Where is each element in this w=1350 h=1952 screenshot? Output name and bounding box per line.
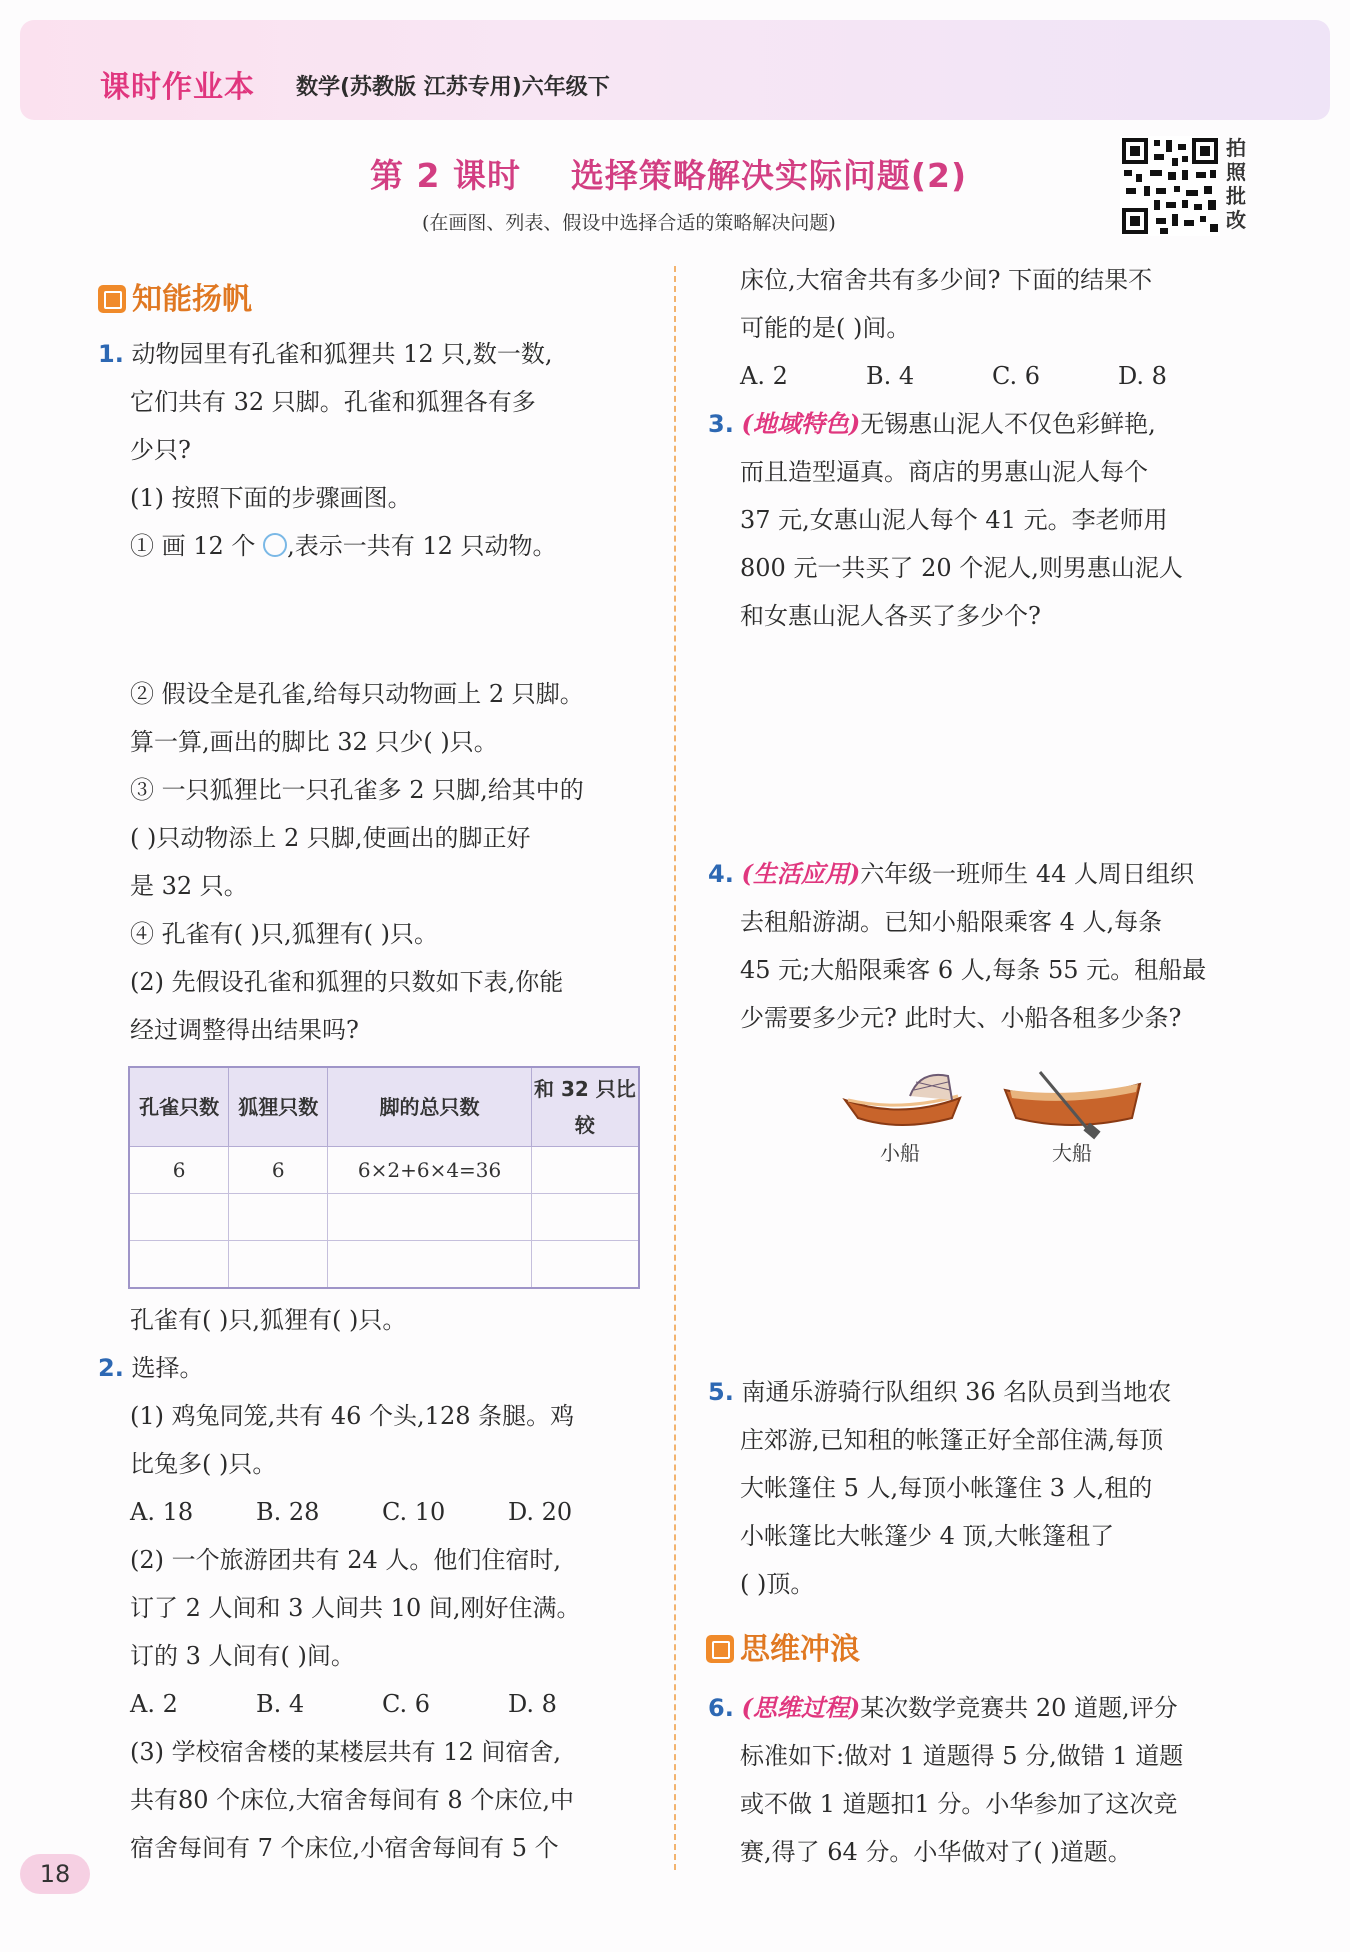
table-cell[interactable] [531,1194,639,1241]
q1-step2b: 算一算,画出的脚比 32 只少( )只。 [130,728,498,756]
q1-step3a: ③ 一只狐狸比一只孔雀多 2 只脚,给其中的 [130,776,584,804]
section-icon [706,1635,734,1663]
q2-b-line1: (2) 一个旅游团共有 24 人。他们住宿时, [130,1546,562,1574]
q1-answer: 孔雀有( )只,狐狸有( )只。 [130,1306,407,1334]
q2-a-line1: (1) 鸡兔同笼,共有 46 个头,128 条腿。鸡 [130,1402,575,1430]
table-header-peacock: 孔雀只数 [129,1067,229,1147]
section-title: 知能扬帆 [132,282,252,317]
option-c[interactable]: C. 10 [382,1498,446,1526]
option-a[interactable]: A. 2 [130,1690,178,1718]
boats-illustration [840,1060,1160,1170]
table-header-fox: 狐狸只数 [229,1067,328,1147]
q3-number: 3. [708,410,734,438]
table-cell: 6 [129,1147,229,1194]
option-b[interactable]: B. 28 [256,1498,320,1526]
table-header-compare: 和 32 只比较 [531,1067,639,1147]
q3-line1 [708,400,1156,448]
table-header-row [129,1067,639,1147]
option-a[interactable]: A. 18 [130,1498,194,1526]
q1-text: 动物园里有孔雀和狐狸共 12 只,数一数, [131,340,553,368]
q5-line5: ( )顶。 [740,1570,815,1598]
q1-line2: 它们共有 32 只脚。孔雀和狐狸各有多 [130,388,536,416]
table-cell[interactable] [328,1241,531,1289]
q2-c-line4: 床位,大宿舍共有多少间? 下面的结果不 [740,266,1153,294]
q2-heading [98,1344,203,1392]
table-row [129,1241,639,1289]
option-b[interactable]: B. 4 [256,1690,305,1718]
q6-text: 某次数学竞赛共 20 道题,评分 [860,1694,1178,1722]
table-cell: 6 [229,1147,328,1194]
q4-tag: (生活应用) [741,859,861,888]
qr-label: 拍照批改 [1226,136,1246,232]
big-boat-label: 大船 [1052,1141,1092,1165]
table-row [129,1147,639,1194]
q5-line2: 庄郊游,已知租的帐篷正好全部住满,每顶 [740,1426,1164,1454]
q2-c-line3: 宿舍每间有 7 个床位,小宿舍每间有 5 个 [130,1834,559,1862]
q1-step2a: ② 假设全是孔雀,给每只动物画上 2 只脚。 [130,680,584,708]
lesson-title: 第 2 课时 选择策略解决实际问题(2) [370,156,968,195]
option-c[interactable]: C. 6 [382,1690,431,1718]
q3-tag: (地域特色) [741,409,861,438]
qr-code-icon[interactable] [1120,136,1220,236]
table-cell[interactable] [531,1147,639,1194]
column-divider [674,266,676,1870]
q3-text: 无锡惠山泥人不仅色彩鲜艳, [860,410,1156,438]
section-heading-zhineng [98,274,252,318]
q2-c-line2: 共有80 个床位,大宿舍每间有 8 个床位,中 [130,1786,574,1814]
option-c[interactable]: C. 6 [992,362,1041,390]
table-header-total-feet: 脚的总只数 [328,1067,531,1147]
table-cell[interactable] [328,1194,531,1241]
table-cell: 6×2+6×4=36 [328,1147,531,1194]
page-number: 18 [20,1854,90,1894]
q3-line4: 800 元一共买了 20 个泥人,则男惠山泥人 [740,554,1183,582]
table-cell[interactable] [229,1241,328,1289]
q2-b-options [130,1680,634,1728]
q5-line1 [708,1368,1171,1416]
counting-table [128,1066,640,1289]
book-subtitle: 数学(苏教版 江苏专用)六年级下 [296,75,610,100]
q1-step1 [130,522,557,570]
option-d[interactable]: D. 8 [508,1690,557,1718]
q1-number: 1. [98,340,124,368]
option-a[interactable]: A. 2 [740,362,788,390]
q6-line3: 或不做 1 道题扣1 分。小华参加了这次竞 [740,1790,1178,1818]
q4-line3: 45 元;大船限乘客 6 人,每条 55 元。租船最 [740,956,1207,984]
section-heading-siwei [706,1624,860,1668]
table-row [129,1194,639,1241]
q2-title: 选择。 [131,1354,204,1382]
small-boat-icon [845,1075,960,1125]
table-cell[interactable] [531,1241,639,1289]
q1-step3b: ( )只动物添上 2 只脚,使画出的脚正好 [130,824,531,852]
q3-line3: 37 元,女惠山泥人每个 41 元。李老师用 [740,506,1168,534]
q2-c-options [740,352,1244,400]
q1-step1-b: ,表示一共有 12 只动物。 [287,532,557,560]
q2-c-line1: (3) 学校宿舍楼的某楼层共有 12 间宿舍, [130,1738,562,1766]
q1-step1-a: ① 画 12 个 [130,532,256,560]
q3-line2: 而且造型逼真。商店的男惠山泥人每个 [740,458,1148,486]
q1-step3c: 是 32 只。 [130,872,248,900]
option-d[interactable]: D. 20 [508,1498,573,1526]
q4-number: 4. [708,860,734,888]
q5-number: 5. [708,1378,734,1406]
option-d[interactable]: D. 8 [1118,362,1167,390]
q1-line3: 少只? [130,436,191,464]
q2-a-line2: 比兔多( )只。 [130,1450,277,1478]
q4-line4: 少需要多少元? 此时大、小船各租多少条? [740,1004,1182,1032]
circle-icon [263,533,287,557]
q1-line1 [98,330,553,378]
q1-part2a: (2) 先假设孔雀和狐狸的只数如下表,你能 [130,968,564,996]
q1-step4: ④ 孔雀有( )只,狐狸有( )只。 [130,920,438,948]
lesson-subtitle: (在画图、列表、假设中选择合适的策略解决问题) [422,212,836,234]
q6-line4: 赛,得了 64 分。小华做对了( )道题。 [740,1838,1132,1866]
option-b[interactable]: B. 4 [866,362,915,390]
q6-tag: (思维过程) [741,1693,861,1722]
section-icon [98,285,126,313]
q1-part1: (1) 按照下面的步骤画图。 [130,484,412,512]
section-title: 思维冲浪 [740,1632,860,1667]
q2-c-line5: 可能的是( )间。 [740,314,911,342]
q6-line1 [708,1684,1178,1732]
big-boat-icon [1005,1072,1140,1139]
q2-b-line3: 订的 3 人间有( )间。 [130,1642,355,1670]
small-boat-label: 小船 [880,1141,920,1165]
q3-line5: 和女惠山泥人各买了多少个? [740,602,1041,630]
q5-line4: 小帐篷比大帐篷少 4 顶,大帐篷租了 [740,1522,1115,1550]
q2-a-options [130,1488,634,1536]
q2-number: 2. [98,1354,124,1382]
table-cell[interactable] [129,1194,229,1241]
table-cell[interactable] [129,1241,229,1289]
q5-text: 南通乐游骑行队组织 36 名队员到当地农 [741,1378,1172,1406]
q6-number: 6. [708,1694,734,1722]
q1-part2b: 经过调整得出结果吗? [130,1016,359,1044]
q4-line2: 去租船游湖。已知小船限乘客 4 人,每条 [740,908,1163,936]
q2-b-line2: 订了 2 人间和 3 人间共 10 间,刚好住满。 [130,1594,581,1622]
brand-title: 课时作业本 [100,70,255,105]
q4-line1 [708,850,1194,898]
q5-line3: 大帐篷住 5 人,每顶小帐篷住 3 人,租的 [740,1474,1153,1502]
q4-text: 六年级一班师生 44 人周日组织 [860,860,1194,888]
q6-line2: 标准如下:做对 1 道题得 5 分,做错 1 道题 [740,1742,1184,1770]
table-cell[interactable] [229,1194,328,1241]
